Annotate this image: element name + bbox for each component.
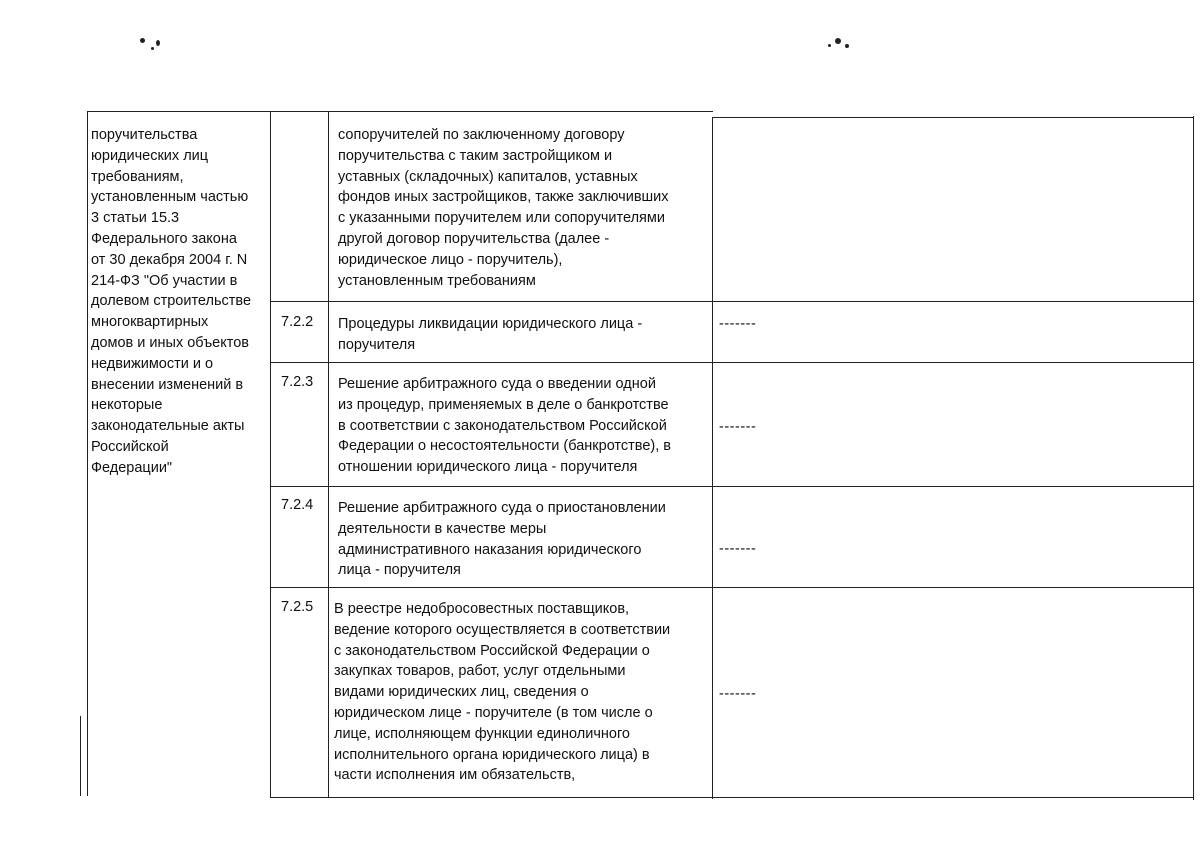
row-value: -------: [719, 316, 757, 332]
table-border-left: [87, 111, 88, 796]
table-border-right: [1193, 116, 1194, 800]
left-column-text: поручительства юридических лиц требованиям, установленным частью 3 статьи 15.3 Федерального закона от 30 декабря 2004 г. N 214-ФЗ "Об участии в долевом строительстве многоквартирных домов и иных объектов недвижимости и о внесении изменений в некоторые законодательные акты Российской Федерации": [91, 127, 252, 476]
column-divider-1: [270, 111, 271, 797]
row-divider: [270, 362, 1194, 363]
row-value: -------: [719, 541, 757, 557]
row-number: 7.2.3: [281, 374, 314, 390]
table-border-top-right: [712, 117, 1194, 118]
row-divider: [270, 486, 1194, 487]
column-divider-2: [328, 111, 329, 797]
row-value: -------: [719, 686, 757, 702]
scan-speck: [828, 44, 831, 47]
row-number: 7.2.4: [281, 497, 314, 513]
column-divider-3: [712, 117, 713, 799]
row-number: 7.2.5: [281, 599, 314, 615]
scan-speck: [156, 40, 160, 46]
row-number: 7.2.2: [281, 314, 314, 330]
row-description: В реестре недобросовестных поставщиков, ведение которого осуществляется в соответствии с законодательством Российской Федерации о закупках товаров, работ, услуг отдельными видами юридических лиц, сведения о юридическом лице - поручителе (в том числе о лице, исполняющем функции единоличного исполнительного органа юридического лица) в части исполнения им обязательств,: [334, 601, 671, 784]
scan-speck: [151, 47, 154, 50]
row-value: -------: [719, 419, 757, 435]
scan-speck: [835, 38, 841, 44]
row-divider: [270, 301, 1194, 302]
table-border-left-lower: [80, 716, 81, 796]
table-border-top: [87, 111, 713, 112]
row-description: Решение арбитражного суда о приостановлении деятельности в качестве меры административного наказания юридического лица - поручителя: [338, 500, 666, 579]
row-description: Процедуры ликвидации юридического лица - поручителя: [338, 316, 643, 353]
scan-speck: [845, 44, 849, 48]
table-border-bottom: [270, 797, 1194, 798]
row-divider: [270, 587, 1194, 588]
row-description: Решение арбитражного суда о введении одной из процедур, применяемых в деле о банкротстве в соответствии с законодательством Российской Федерации о несостоятельности (банкротстве), в отношении юридического лица - поручителя: [338, 376, 671, 476]
scan-speck: [140, 38, 145, 43]
row-description: сопоручителей по заключенному договору поручительства с таким застройщиком и уставных (складочных) капиталов, уставных фондов иных застройщиков, также заключивших с указанными поручителем или сопоручителями другой договор поручительства (далее - юридическое лицо - поручитель), установленным требованиям: [338, 127, 669, 289]
